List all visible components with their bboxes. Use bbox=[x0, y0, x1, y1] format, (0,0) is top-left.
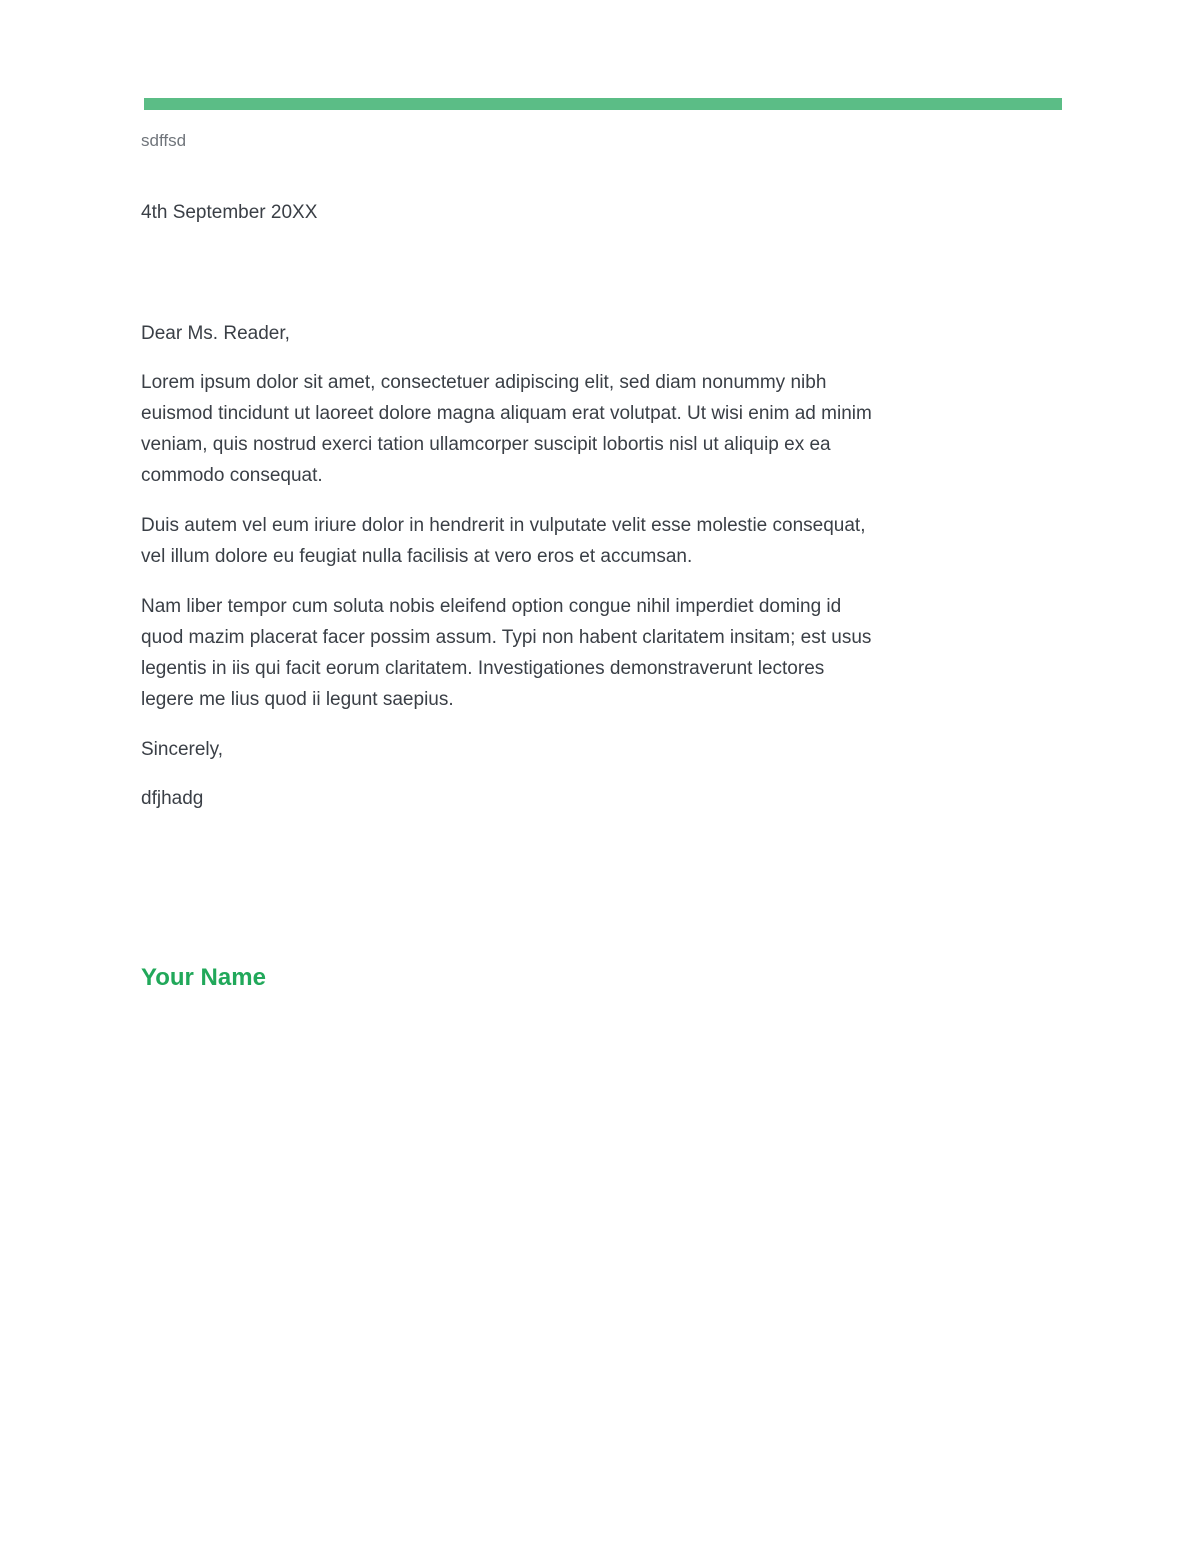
body-paragraph: Lorem ipsum dolor sit amet, consectetuer adipiscing elit, sed diam nonummy nibh euismod tincidunt ut laoreet dolore magna aliquam erat volutpat. Ut wisi enim ad minim veniam, quis nostrud exerci tation ullamcorper suscipit lobortis nisl ut aliquip ex ea commodo consequat. bbox=[141, 372, 872, 486]
closing: Sincerely, bbox=[141, 739, 224, 760]
sender-line: sdffsd bbox=[141, 131, 187, 150]
body-paragraph: Nam liber tempor cum soluta nobis eleifend option congue nihil imperdiet doming id quod mazim placerat facer possim assum. Typi non habent claritatem insitam; est usus legentis in iis qui facit eorum claritatem. Investigationes demonstraverunt lectores legere me lius quod ii legunt saepius. bbox=[141, 596, 872, 710]
letter-date: 4th September 20XX bbox=[141, 202, 318, 223]
body-paragraph: Duis autem vel eum iriure dolor in hendrerit in vulputate velit esse molestie consequat, vel illum dolore eu feugiat nulla facilisis at vero eros et accumsan. bbox=[141, 515, 866, 567]
letter-body bbox=[141, 318, 881, 814]
greeting: Dear Ms. Reader, bbox=[141, 323, 290, 344]
signature: dfjhadg bbox=[141, 788, 204, 809]
sender-name: Your Name bbox=[141, 964, 266, 991]
header-accent-bar bbox=[144, 98, 1062, 110]
